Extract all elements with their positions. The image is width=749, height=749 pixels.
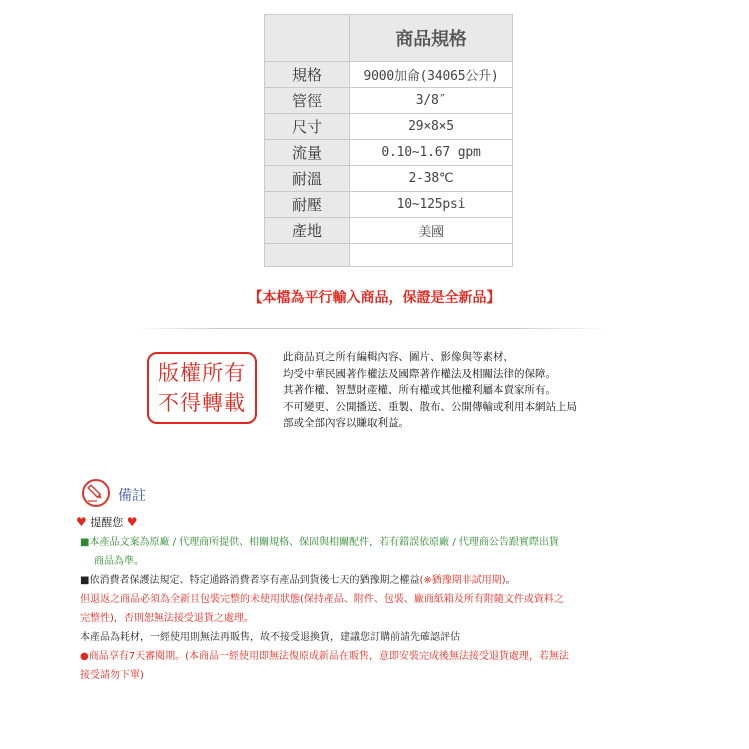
spec-value: 9000加侖(34065公升) bbox=[350, 62, 513, 88]
note-text-end: 。 bbox=[505, 575, 516, 586]
parallel-import-notice: 【本檔為平行輸入商品，保證是全新品】 bbox=[248, 290, 501, 306]
spec-label: 耐溫 bbox=[265, 166, 350, 192]
notes-list bbox=[80, 533, 680, 685]
note-item: 但退返之商品必須為全新且包裝完整的未使用狀態(保持產品、附件、包裝、廠商紙箱及所有附隨文件或資料之 bbox=[80, 594, 564, 605]
reminder-text: 提醒您 bbox=[90, 516, 124, 529]
spec-label: 流量 bbox=[265, 140, 350, 166]
note-item-cont: 完整性)，否則恕無法接受退貨之處理。 bbox=[80, 613, 254, 624]
pencil-circle-icon bbox=[82, 479, 110, 507]
copyright-line: 其著作權、智慧財產權、所有權或其他權利屬本賣家所有。 bbox=[283, 384, 556, 396]
note-item: ■本產品文案為原廠 / 代理商所提供、相關規格、保固與相關配件，若有錯誤依原廠 / 代理商公告跟實際出貨 bbox=[80, 537, 559, 548]
spec-label-empty bbox=[265, 244, 350, 267]
copyright-line: 不可變更、公開播送、重製、散布、公開傳輸或利用本網站上局 bbox=[283, 400, 577, 413]
spec-label: 管徑 bbox=[265, 88, 350, 114]
section-divider bbox=[132, 328, 608, 329]
spec-label: 產地 bbox=[265, 218, 350, 244]
spec-value: 3/8″ bbox=[350, 88, 513, 114]
spec-value: 0.10~1.67 gpm bbox=[350, 140, 513, 166]
spec-value: 美國 bbox=[350, 218, 513, 244]
copyright-text bbox=[283, 349, 577, 432]
spec-value: 29×8×5 bbox=[350, 114, 513, 140]
notes-title: 備註 bbox=[118, 488, 146, 504]
stamp-line-1: 版權所有 bbox=[158, 361, 246, 385]
stamp-line-2: 不得轉載 bbox=[158, 391, 246, 415]
note-item: 本產品為耗材，一經使用則無法再販售，故不接受退換貨，建議您訂購前請先確認評估 bbox=[80, 632, 460, 643]
spec-header-title: 商品規格 bbox=[350, 15, 513, 62]
spec-label: 尺寸 bbox=[265, 114, 350, 140]
copyright-line: 部或全部內容以賺取利益。 bbox=[283, 417, 409, 429]
spec-row bbox=[265, 114, 513, 140]
copyright-line: 均受中華民國著作權法及國際著作權法及相關法律的保障。 bbox=[283, 367, 556, 380]
spec-table bbox=[264, 14, 513, 267]
spec-header-row bbox=[265, 15, 513, 62]
note-highlight: (※猶豫期非試用期) bbox=[419, 575, 506, 586]
spec-row bbox=[265, 192, 513, 218]
note-item: ●商品享有7天審閱期。(本商品一經使用即無法復原成新品在販售，意即安裝完成後無法接受退貨處理，若無法 bbox=[80, 651, 569, 662]
spec-header-blank bbox=[265, 15, 350, 62]
spec-row bbox=[265, 62, 513, 88]
copyright-line: 此商品頁之所有編輯內容、圖片、影像與等素材， bbox=[283, 351, 514, 363]
heart-icon: ♥ bbox=[126, 515, 138, 529]
spec-row bbox=[265, 88, 513, 114]
spec-label: 規格 bbox=[265, 62, 350, 88]
note-item bbox=[80, 571, 680, 590]
spec-row bbox=[265, 166, 513, 192]
copyright-stamp bbox=[147, 352, 257, 424]
spec-label: 耐壓 bbox=[265, 192, 350, 218]
note-text: ■依消費者保護法規定、特定通路消費者享有產品到貨後七天的猶豫期之權益 bbox=[80, 575, 420, 586]
spec-empty-row bbox=[265, 244, 513, 267]
spec-value: 10~125psi bbox=[350, 192, 513, 218]
spec-row bbox=[265, 218, 513, 244]
note-item-cont: 商品為準。 bbox=[94, 556, 144, 567]
note-item-cont: 接受請勿下單) bbox=[80, 670, 144, 681]
spec-row bbox=[265, 140, 513, 166]
reminder-line bbox=[76, 514, 138, 530]
spec-value: 2-38℃ bbox=[350, 166, 513, 192]
spec-value-empty bbox=[350, 244, 513, 267]
heart-icon: ♥ bbox=[76, 515, 87, 529]
